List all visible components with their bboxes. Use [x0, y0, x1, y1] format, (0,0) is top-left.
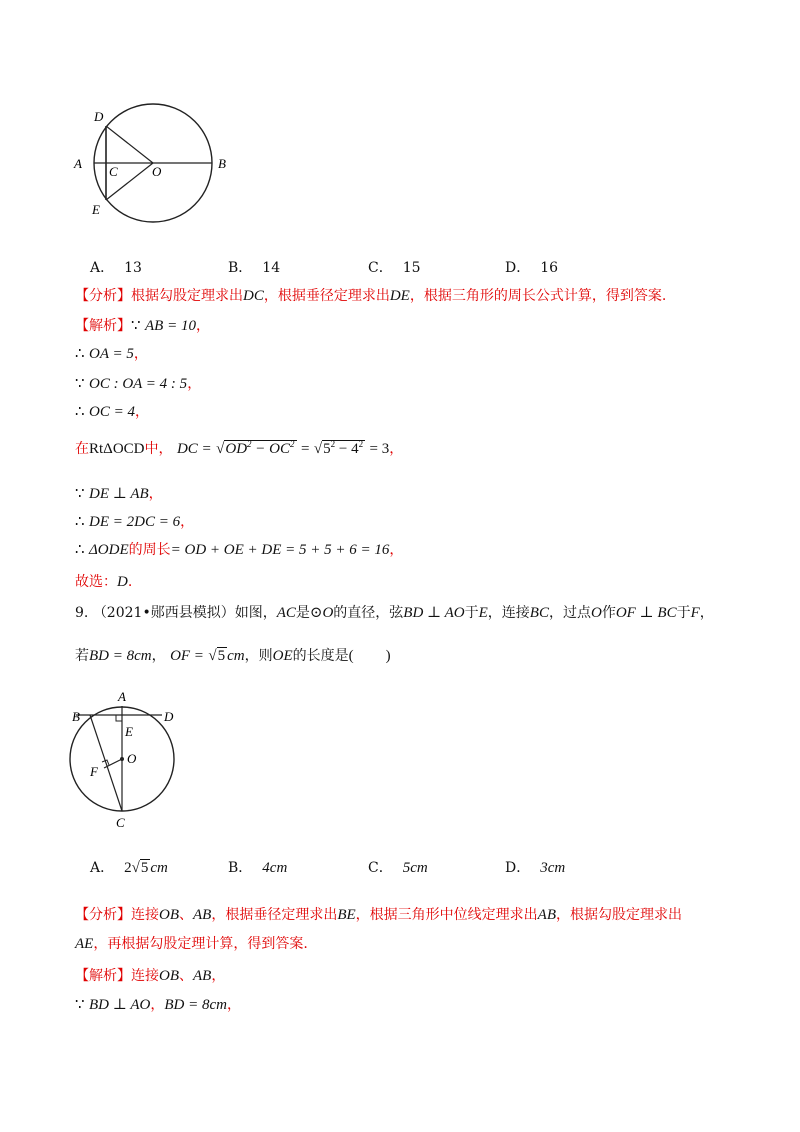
solution-tag: 【解析】 [75, 968, 131, 984]
q8-solution-line9 [75, 572, 132, 592]
text: ， [187, 376, 202, 392]
because-symbol: ∵ [75, 376, 85, 392]
q9-option-b [228, 857, 287, 877]
unit: cm [227, 648, 245, 664]
exponent: 2 [358, 439, 364, 449]
math: O [590, 605, 602, 621]
math-answer: D [117, 574, 128, 590]
option-label: D． [505, 860, 531, 876]
q9-stem-line1 [75, 602, 714, 623]
option-label: B． [228, 860, 253, 876]
option-value: 16 [540, 260, 559, 276]
text: ，根据三角形中位线定理求出 [355, 907, 538, 923]
text: 根据勾股定理求出 [131, 288, 243, 304]
math: OF = [170, 648, 204, 664]
option-value: 15 [402, 260, 421, 276]
math: O [322, 605, 334, 621]
option-label: C． [368, 260, 393, 276]
q9-stem-line2 [75, 646, 391, 666]
math: BE [337, 907, 356, 923]
text: ，连接 [487, 605, 530, 621]
math-result: = 3 [369, 441, 390, 457]
q8-option-d [505, 257, 558, 277]
text: 连接 [131, 968, 159, 984]
math-de: DE [389, 288, 410, 304]
q8-analysis [75, 286, 666, 306]
option-value: 14 [262, 260, 281, 276]
math: OE [272, 648, 293, 664]
text: ，过点 [548, 605, 591, 621]
math: BD = 8cm [164, 997, 227, 1013]
text: 的直径，弦 [333, 605, 404, 621]
because-symbol: ∵ [75, 486, 85, 502]
q8-solution-line3 [75, 374, 201, 394]
q8-solution-line6 [75, 484, 163, 504]
therefore-symbol: ∴ [75, 346, 85, 362]
option-value: 4cm [262, 860, 288, 876]
sqrt-5: √5 [208, 648, 226, 664]
label-c: C [116, 815, 125, 830]
math: OB [159, 907, 179, 923]
label-o: O [152, 164, 162, 179]
q8-option-b [228, 257, 280, 277]
option-label: C． [368, 860, 393, 876]
text: ，则 [244, 648, 273, 664]
option-value: 13 [124, 260, 142, 276]
text: 、 [179, 907, 193, 923]
math-expr: OC = 4 [89, 404, 135, 420]
text: ， [133, 346, 148, 362]
therefore-symbol: ∴ [75, 542, 85, 558]
math-expr: DE = 2DC = 6 [89, 514, 181, 530]
text: ，再根据勾股定理计算，得到答案. [93, 936, 308, 952]
q8-solution-line5 [75, 439, 403, 459]
math-lhs: DC = [176, 441, 212, 457]
math: AB [193, 907, 212, 923]
text: 于 [676, 605, 691, 621]
rad-term: − OC [251, 441, 290, 457]
question-number: 9. [75, 605, 89, 621]
text: ，根据勾股定理求出 [555, 907, 682, 923]
exponent: 2 [247, 439, 252, 449]
text: 中， [144, 441, 173, 457]
text: 于 [464, 605, 479, 621]
text: ， [211, 968, 226, 984]
radicand: 5 [217, 648, 226, 664]
math-expr: DE ⊥ AB [89, 486, 149, 502]
sqrt-2: $√5^2 - 4^2$ [313, 439, 364, 457]
label-d: D [164, 709, 174, 724]
text: ， [180, 514, 195, 530]
therefore-symbol: ∴ [75, 404, 85, 420]
math: AB [537, 907, 556, 923]
text: 故选： [75, 574, 117, 590]
q9-solution-line1 [75, 966, 225, 986]
text: ， [226, 997, 241, 1013]
text: 、 [179, 968, 193, 984]
label-a: A [74, 156, 82, 171]
text: （2021•郧西县模拟）如图， [92, 605, 277, 621]
q9-option-c [368, 857, 428, 877]
figure-circle-de [70, 100, 240, 225]
text: ，根据垂径定理求出 [263, 288, 390, 304]
math-expr: OC : OA = 4 : 5 [89, 376, 188, 392]
figure-circle-ac [60, 688, 190, 833]
solution-tag: 【解析】 [75, 318, 131, 334]
math: AC [276, 605, 296, 621]
label-o: O [127, 751, 137, 766]
math-expr: AB = 10 [145, 318, 196, 334]
option-value: 3cm [540, 860, 566, 876]
q9-option-d [505, 857, 565, 877]
text: ， [150, 997, 165, 1013]
q8-solution-line4 [75, 402, 149, 422]
circle-symbol: ⊙ [309, 603, 323, 621]
option-label: A． [90, 860, 115, 876]
therefore-symbol: ∴ [75, 514, 85, 530]
right-angle-e [116, 715, 122, 721]
q9-analysis-line2 [75, 934, 308, 954]
text: ， [699, 605, 714, 621]
label-b: B [218, 156, 226, 171]
text: 是 [295, 605, 310, 621]
equals: = [300, 441, 310, 457]
math: AB [193, 968, 212, 984]
label-d: D [94, 109, 104, 124]
math-expr: ΔODE [89, 542, 129, 558]
label-f: F [90, 764, 98, 779]
math: F [690, 605, 700, 621]
exponent: 2 [330, 439, 336, 449]
text: . [127, 574, 133, 590]
math: BD ⊥ AO [403, 605, 465, 621]
q9-option-a [90, 857, 168, 877]
text: ， [195, 318, 210, 334]
q8-solution-line8 [75, 540, 403, 560]
point-o [120, 757, 124, 761]
because-symbol: ∵ [131, 318, 141, 334]
label-e: E [92, 202, 100, 217]
label-e: E [125, 724, 133, 739]
option-label: D． [505, 260, 531, 276]
q8-option-c [368, 257, 421, 277]
math: BD ⊥ AO [89, 997, 151, 1013]
text: 在 [75, 441, 89, 457]
rad-term: OD [225, 441, 248, 457]
math-expr: = OD + OE + DE = 5 + 5 + 6 = 16 [170, 542, 390, 558]
q8-solution-line7 [75, 512, 194, 532]
math: OB [159, 968, 179, 984]
text: ， [389, 441, 404, 457]
math: BC [529, 605, 549, 621]
option-label: A． [90, 260, 115, 276]
label-a: A [118, 689, 126, 704]
q8-solution-line2 [75, 344, 148, 364]
label-c: C [109, 164, 118, 179]
label-b: B [72, 709, 80, 724]
text: 作 [601, 605, 616, 621]
text: ， [151, 648, 166, 664]
segment-do [106, 126, 153, 163]
text: ， [148, 486, 163, 502]
text: 若 [75, 648, 89, 664]
text: ， [389, 542, 404, 558]
analysis-tag: 【分析】 [75, 288, 131, 304]
text: ，根据三角形的周长公式计算，得到答案. [409, 288, 667, 304]
text: ，根据垂径定理求出 [211, 907, 338, 923]
math-triangle: RtΔOCD [89, 441, 145, 457]
text: 的周长 [128, 542, 171, 558]
coef: 2 [124, 860, 132, 876]
math-expr: OA = 5 [89, 346, 134, 362]
math-dc: DC [243, 288, 264, 304]
text: 的长度是 [292, 648, 349, 664]
sqrt-1: $√OD^2 - OC^2$ [216, 439, 295, 457]
because-symbol: ∵ [75, 997, 85, 1013]
option-value: 5cm [402, 860, 428, 876]
analysis-tag: 【分析】 [75, 907, 131, 923]
math: OF ⊥ BC [615, 605, 677, 621]
math: AE [75, 936, 94, 952]
unit: cm [150, 860, 168, 876]
rad-term: − 4 [335, 441, 359, 457]
exponent: 2 [290, 439, 295, 449]
text: 连接 [131, 907, 159, 923]
text: ， [134, 404, 149, 420]
segment-bc [90, 715, 122, 811]
sqrt-5: √5 [131, 860, 149, 876]
math: E [478, 605, 488, 621]
option-label: B． [228, 260, 253, 276]
math: BD = 8cm [89, 648, 152, 664]
radicand: 5 [140, 860, 149, 876]
q8-solution-line1 [75, 316, 210, 336]
q9-solution-line2 [75, 995, 241, 1015]
paren-open: ( [348, 648, 354, 664]
q9-analysis-line1 [75, 905, 682, 925]
rad-term: 5 [323, 441, 331, 457]
q8-option-a [90, 257, 142, 277]
paren-close: ) [385, 648, 391, 664]
